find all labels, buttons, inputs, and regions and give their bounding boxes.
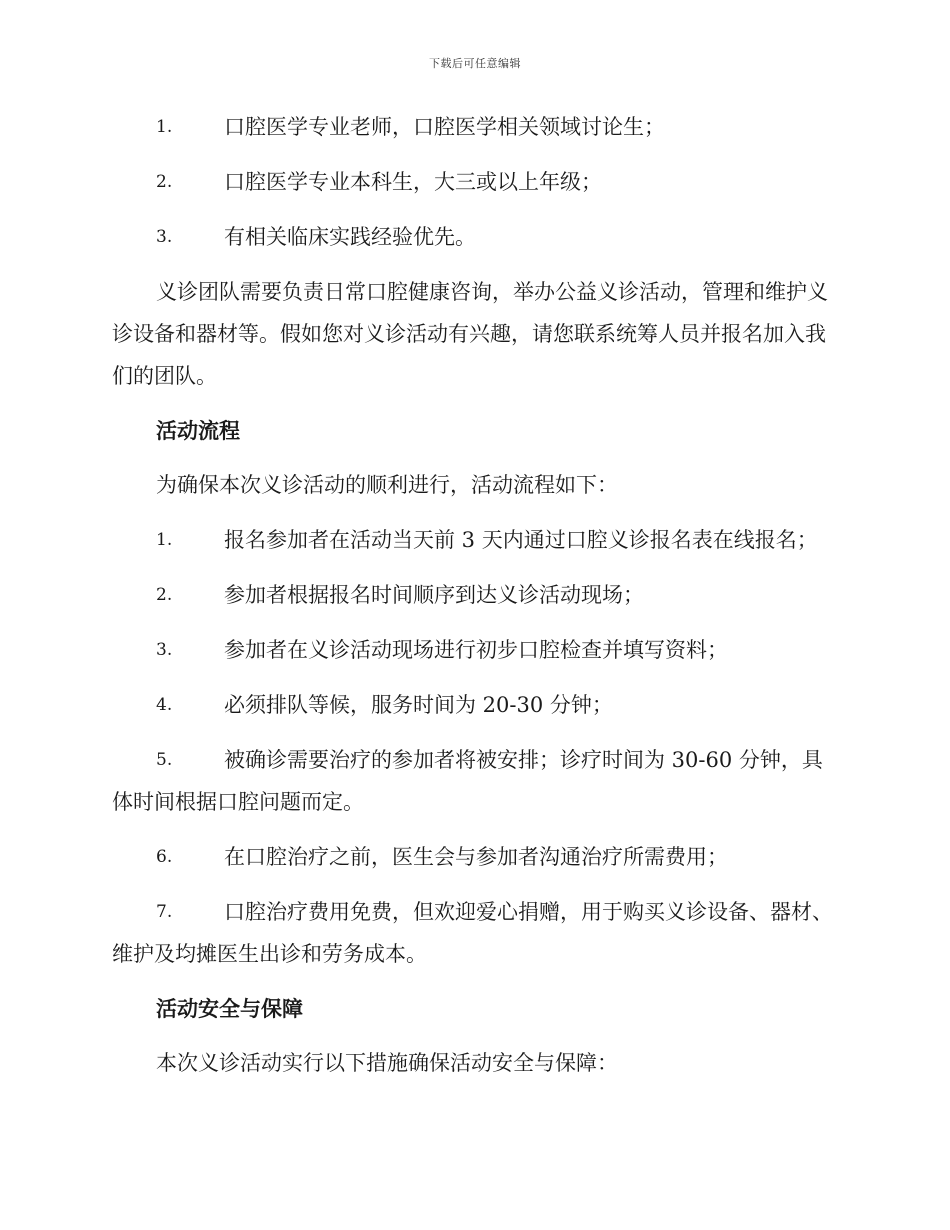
- list-text: 参加者根据报名时间顺序到达义诊活动现场；: [224, 583, 644, 607]
- list-number: 1.: [156, 117, 173, 137]
- list-item: [112, 836, 837, 878]
- list-item: [112, 739, 837, 823]
- page-header: 下载后可任意编辑: [429, 57, 521, 70]
- list-number: 3.: [156, 227, 173, 247]
- list-number: 3.: [156, 640, 173, 660]
- list-item: [112, 684, 837, 726]
- list-text: 参加者在义诊活动现场进行初步口腔检查并填写资料；: [224, 638, 728, 662]
- list-text: 在口腔治疗之前，医生会与参加者沟通治疗所需费用；: [224, 845, 728, 869]
- list-item: [112, 891, 837, 975]
- list-text: 口腔治疗费用免费，但欢迎爱心捐赠，用于购买义诊设备、器材、维护及均摊医生出诊和劳务成本。: [112, 900, 833, 966]
- team-paragraph: 义诊团队需要负责日常口腔健康咨询，举办公益义诊活动，管理和维护义诊设备和器材等。假如您对义诊活动有兴趣，请您联系统筹人员并报名加入我们的团队。: [112, 280, 828, 388]
- list-number: 2.: [156, 172, 173, 192]
- list-number: 5.: [156, 750, 173, 770]
- process-heading: 活动流程: [156, 419, 240, 443]
- list-text: 口腔医学专业老师，口腔医学相关领域讨论生；: [224, 115, 665, 139]
- list-number: 7.: [156, 902, 173, 922]
- process-intro: 为确保本次义诊活动的顺利进行，活动流程如下：: [156, 473, 618, 497]
- list-item: [112, 106, 837, 148]
- safety-intro: 本次义诊活动实行以下措施确保活动安全与保障：: [156, 1051, 618, 1075]
- list-text: 必须排队等候，服务时间为 20-30 分钟；: [224, 693, 613, 717]
- list-item: [112, 629, 837, 671]
- list-text: 口腔医学专业本科生，大三或以上年级；: [224, 170, 602, 194]
- list-number: 4.: [156, 695, 173, 715]
- list-item: [112, 216, 837, 258]
- list-number: 2.: [156, 585, 173, 605]
- list-number: 6.: [156, 847, 173, 867]
- list-item: [112, 161, 837, 203]
- list-item: [112, 519, 837, 561]
- list-text: 被确诊需要治疗的参加者将被安排；诊疗时间为 30-60 分钟，具体时间根据口腔问题而定。: [112, 748, 823, 814]
- safety-heading: 活动安全与保障: [156, 997, 303, 1021]
- list-number: 1.: [156, 530, 173, 550]
- list-text: 有相关临床实践经验优先。: [224, 225, 476, 249]
- list-text: 报名参加者在活动当天前 3 天内通过口腔义诊报名表在线报名；: [224, 528, 818, 552]
- list-item: [112, 574, 837, 616]
